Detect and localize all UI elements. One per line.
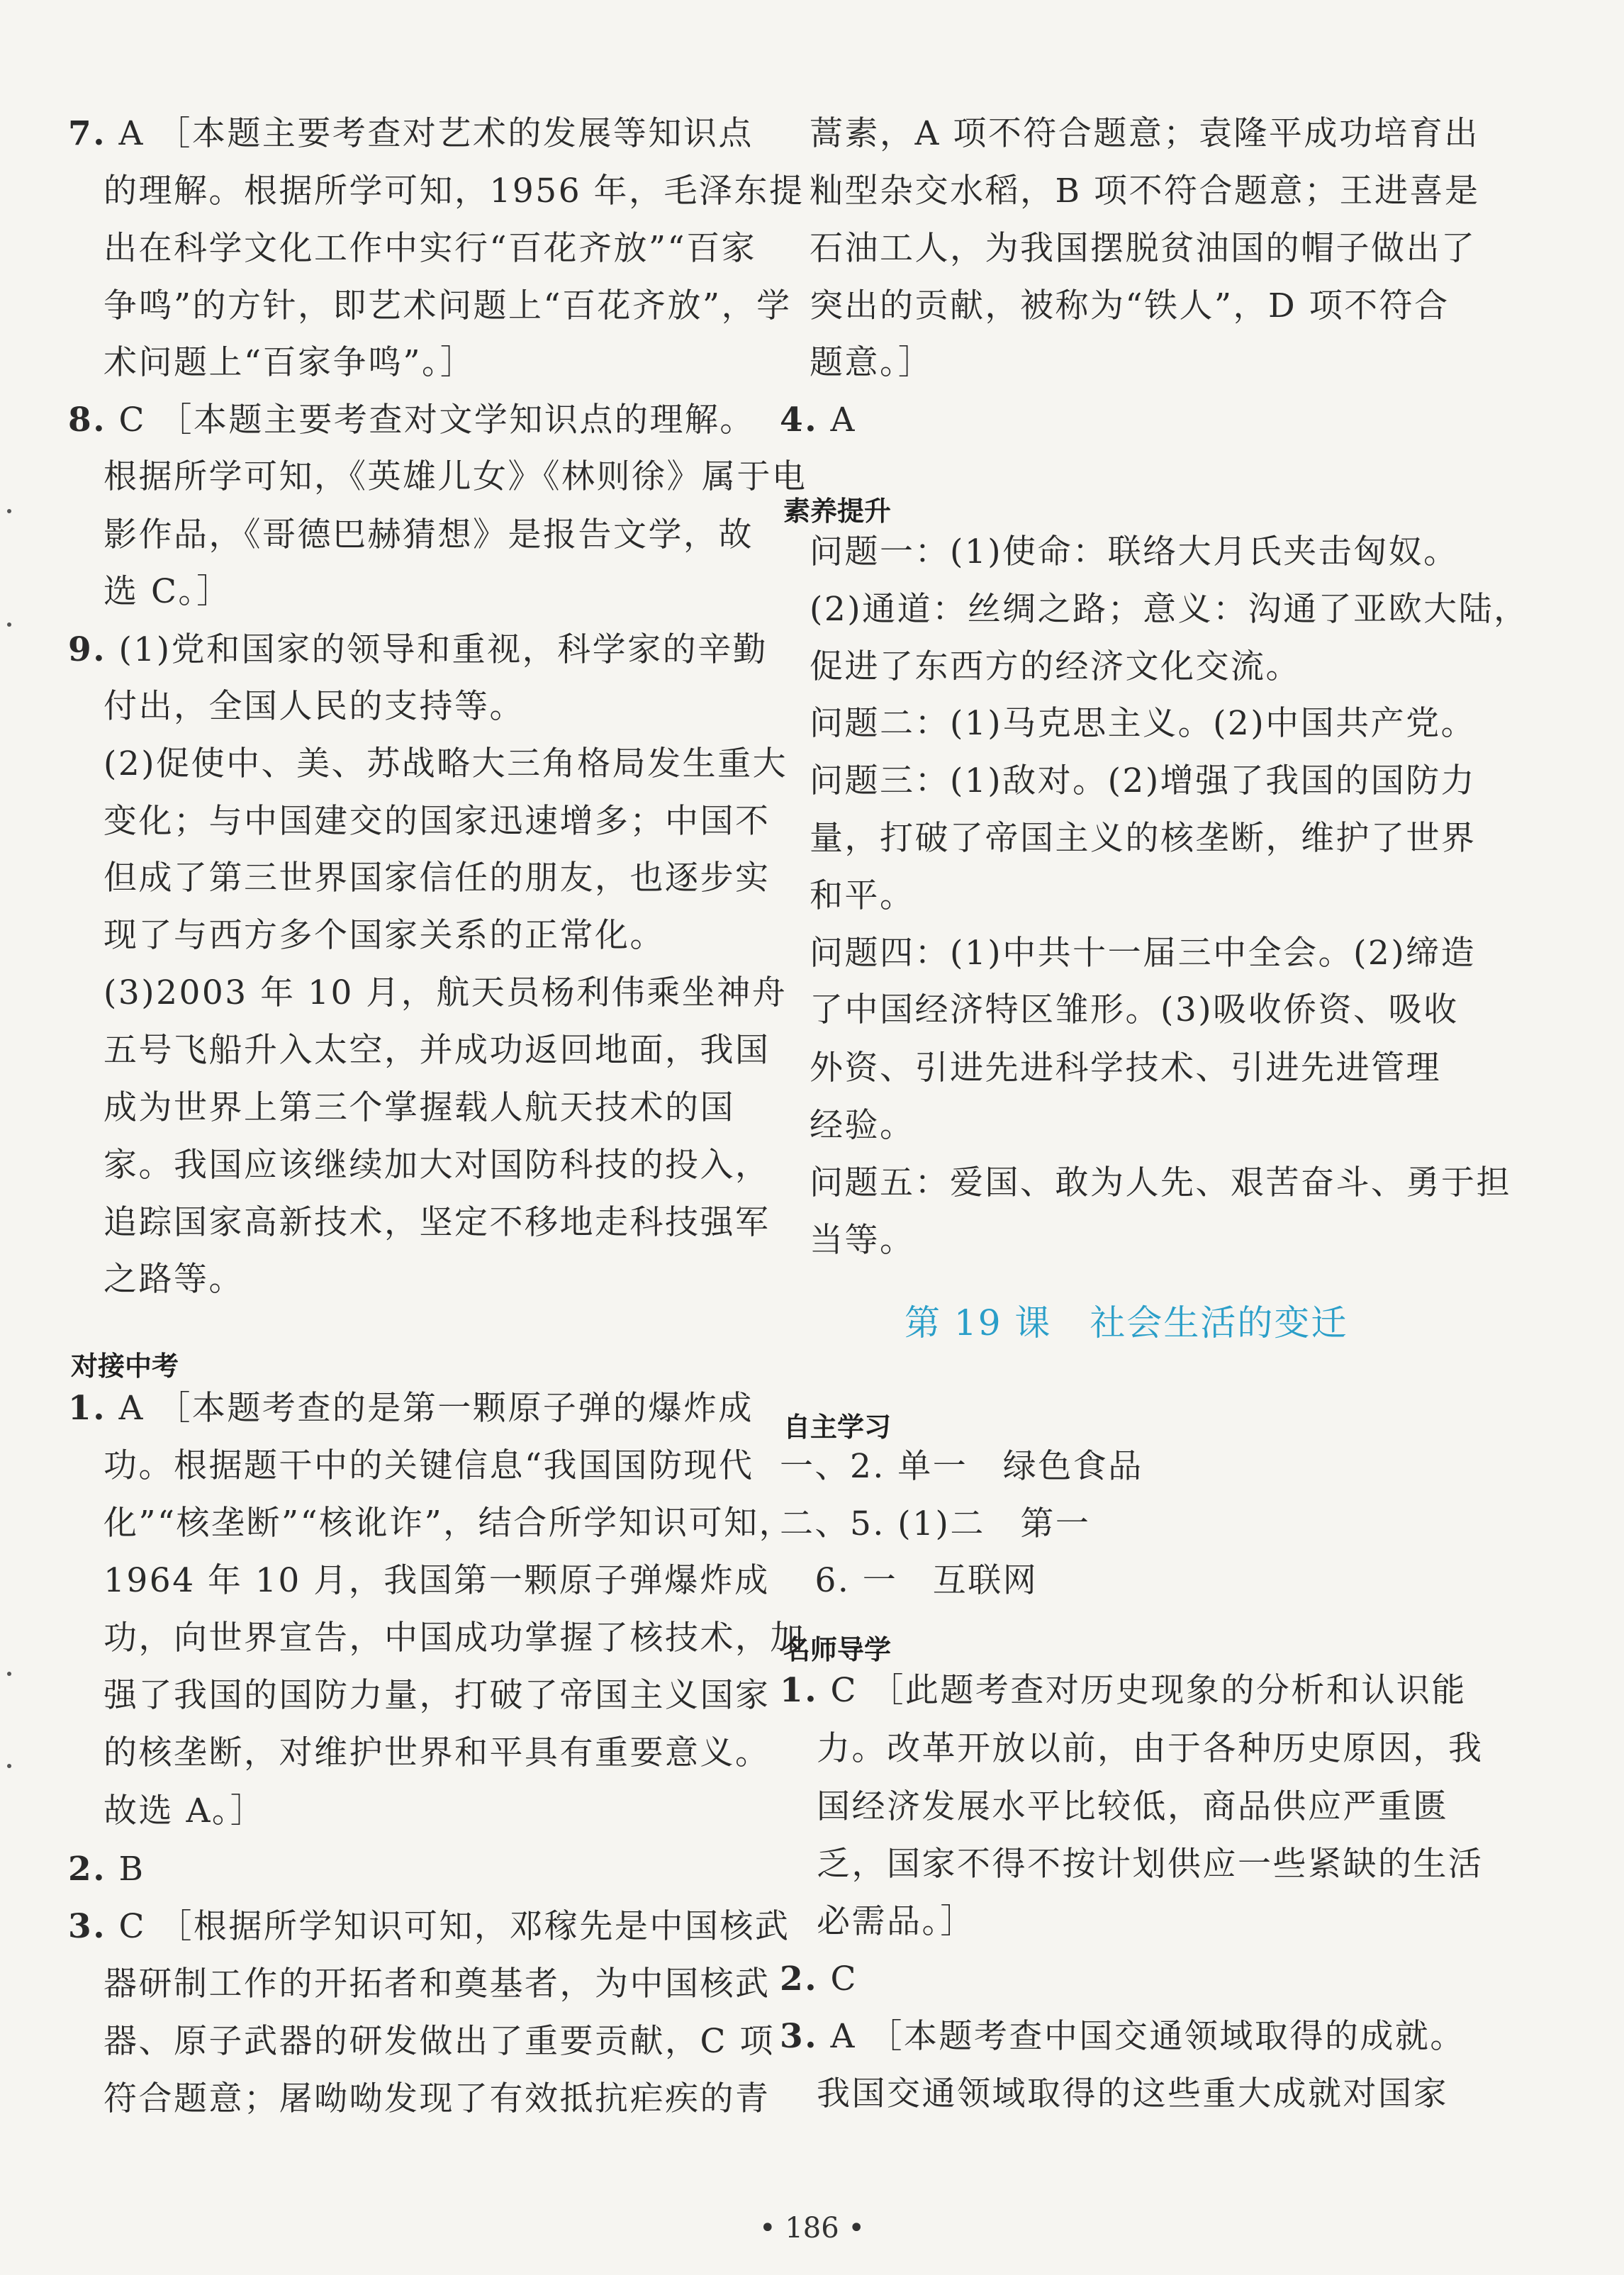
text-line bbox=[103, 973, 787, 1015]
question-number: 3. bbox=[68, 1907, 107, 1946]
line-text: C bbox=[830, 1960, 858, 1999]
text-line bbox=[810, 532, 1459, 574]
page-number: • 186 • bbox=[759, 2212, 865, 2245]
line-text: 故选 A。］ bbox=[103, 1792, 266, 1830]
line-text: 术问题上“百家争鸣”。］ bbox=[103, 343, 476, 382]
line-text: C ［根据所学知识可知，邓稼先是中国核武 bbox=[118, 1907, 790, 1946]
text-line bbox=[810, 1048, 1441, 1090]
line-text: 二、5. (1)二 第一 bbox=[780, 1504, 1091, 1543]
text-line bbox=[103, 1145, 771, 1187]
line-text: 功，向世界宣告，中国成功掌握了核技术，加 bbox=[103, 1619, 805, 1658]
text-line bbox=[780, 1504, 1090, 1546]
text-line bbox=[103, 2079, 771, 2121]
text-line bbox=[780, 400, 856, 442]
text-line bbox=[103, 1964, 771, 2006]
scan-mark bbox=[7, 509, 11, 513]
text-line bbox=[103, 1675, 771, 1718]
text-line bbox=[810, 342, 934, 385]
text-line bbox=[103, 228, 756, 271]
line-text: 功。根据题干中的关键信息“我国国防现代 bbox=[103, 1446, 754, 1485]
lesson-name: 社会生活的变迁 bbox=[1090, 1302, 1348, 1343]
text-line bbox=[810, 876, 915, 918]
text-line bbox=[103, 1618, 805, 1660]
question-number: 9. bbox=[68, 630, 107, 669]
text-line bbox=[780, 1959, 858, 2001]
question-number: 1. bbox=[68, 1389, 107, 1428]
text-line bbox=[68, 630, 768, 672]
line-text: 器研制工作的开拓者和奠基者，为中国核武 bbox=[103, 1964, 771, 2003]
line-text: 强了我国的国防力量，打破了帝国主义国家 bbox=[103, 1676, 771, 1715]
line-text: 当等。 bbox=[810, 1221, 915, 1260]
text-line bbox=[810, 1220, 915, 1263]
line-text: 问题一：(1)使命：联络大月氏夹击匈奴。 bbox=[810, 532, 1459, 571]
text-line bbox=[810, 1105, 915, 1148]
line-text: 家。我国应该继续加大对国防科技的投入， bbox=[103, 1146, 771, 1185]
line-text: A ［本题考查的是第一颗原子弹的爆炸成 bbox=[118, 1389, 754, 1428]
line-text: 成为世界上第三个掌握载人航天技术的国 bbox=[103, 1088, 735, 1127]
line-text: 1964 年 10 月，我国第一颗原子弹爆炸成 bbox=[103, 1561, 770, 1600]
text-line bbox=[68, 1906, 790, 1949]
text-line bbox=[68, 113, 754, 156]
text-line bbox=[810, 1163, 1511, 1205]
text-line bbox=[103, 1446, 754, 1488]
section-heading: 自主学习 bbox=[783, 1412, 892, 1443]
line-text: 出在科学文化工作中实行“百花齐放”“百家 bbox=[103, 229, 757, 268]
text-line bbox=[817, 1844, 1484, 1886]
question-number: 2. bbox=[68, 1850, 107, 1889]
line-text: 促进了东西方的经济文化交流。 bbox=[810, 647, 1301, 686]
line-text: (3)2003 年 10 月，航天员杨利伟乘坐神舟 bbox=[103, 973, 788, 1012]
text-line bbox=[780, 1670, 1467, 1713]
line-text: (1)党和国家的领导和重视，科学家的辛勤 bbox=[118, 630, 768, 669]
text-line bbox=[103, 171, 805, 213]
text-line bbox=[103, 1503, 794, 1545]
line-text: 经验。 bbox=[810, 1106, 915, 1145]
scan-mark bbox=[7, 1672, 11, 1676]
line-text: 追踪国家高新技术，坚定不移地走科技强军 bbox=[103, 1203, 771, 1242]
line-text: C ［本题主要考查对文学知识点的理解。 bbox=[118, 401, 755, 440]
text-line bbox=[103, 1088, 735, 1130]
text-line bbox=[103, 286, 792, 328]
line-text: 但成了第三世界国家信任的朋友，也逐步实 bbox=[103, 859, 771, 898]
section-heading: 对接中考 bbox=[71, 1351, 179, 1382]
lesson-number: 第 19 课 bbox=[905, 1302, 1052, 1343]
line-text: 问题三：(1)敌对。(2)增强了我国的国防力 bbox=[810, 761, 1477, 800]
line-text: 问题五：爱国、敢为人先、艰苦奋斗、勇于担 bbox=[810, 1163, 1511, 1202]
line-text: 力。改革开放以前，由于各种历史原因，我 bbox=[817, 1729, 1484, 1768]
line-text: 籼型杂交水稻，B 项不符合题意；王进喜是 bbox=[810, 172, 1480, 211]
line-text: C ［此题考查对历史现象的分析和认识能 bbox=[830, 1671, 1467, 1710]
scan-mark bbox=[7, 1764, 11, 1768]
line-text: 一、2. 单一 绿色食品 bbox=[780, 1447, 1143, 1486]
line-text: 蒿素，A 项不符合题意；袁隆平成功培育出 bbox=[810, 114, 1479, 153]
line-text: 之路等。 bbox=[103, 1260, 244, 1299]
text-line bbox=[817, 1901, 975, 1944]
text-line bbox=[810, 647, 1301, 689]
line-text: 6. 一 互联网 bbox=[780, 1561, 1038, 1600]
line-text: A bbox=[830, 401, 856, 440]
text-line bbox=[103, 2021, 775, 2064]
line-text: 乏，国家不得不按计划供应一些紧缺的生活 bbox=[817, 1845, 1484, 1884]
text-line bbox=[103, 686, 525, 729]
text-line bbox=[103, 858, 771, 900]
line-text: 了中国经济特区雏形。(3)吸收侨资、吸收 bbox=[810, 990, 1459, 1029]
line-text: 化”“核垄断”“核讹诈”，结合所学知识可知， bbox=[103, 1504, 795, 1543]
line-text: 的理解。根据所学可知，1956 年，毛泽东提 bbox=[103, 172, 805, 211]
text-line bbox=[810, 171, 1479, 213]
text-line bbox=[780, 1560, 1038, 1603]
text-line bbox=[810, 589, 1529, 632]
text-line bbox=[103, 571, 232, 614]
text-line bbox=[68, 1849, 145, 1891]
line-text: 付出，全国人民的支持等。 bbox=[103, 687, 525, 726]
text-line bbox=[103, 342, 476, 385]
text-line bbox=[103, 1030, 771, 1073]
scan-mark bbox=[7, 622, 11, 627]
section-heading: 素养提升 bbox=[783, 496, 892, 527]
line-text: 突出的贡献，被称为“铁人”，D 项不符合 bbox=[810, 286, 1450, 325]
line-text: 外资、引进先进科学技术、引进先进管理 bbox=[810, 1049, 1441, 1088]
line-text: (2)促使中、美、苏战略大三角格局发生重大 bbox=[103, 744, 788, 783]
line-text: 现了与西方多个国家关系的正常化。 bbox=[103, 916, 665, 955]
text-line bbox=[810, 286, 1450, 328]
section-heading: 名师导学 bbox=[783, 1634, 892, 1665]
line-text: 题意。］ bbox=[810, 343, 934, 382]
text-line bbox=[68, 1388, 754, 1431]
text-line bbox=[810, 228, 1477, 271]
line-text: 争鸣”的方针，即艺术问题上“百花齐放”，学 bbox=[103, 286, 792, 325]
text-line bbox=[103, 1791, 265, 1833]
line-text: 和平。 bbox=[810, 876, 915, 915]
text-line bbox=[810, 113, 1479, 156]
text-line bbox=[817, 2074, 1448, 2116]
text-line bbox=[780, 1446, 1143, 1489]
text-line bbox=[780, 2016, 1465, 2059]
line-text: 量，打破了帝国主义的核垄断，维护了世界 bbox=[810, 819, 1477, 858]
text-line bbox=[103, 801, 771, 844]
text-line bbox=[817, 1728, 1484, 1771]
line-text: 符合题意；屠呦呦发现了有效抵抗疟疾的青 bbox=[103, 2079, 771, 2118]
line-text: 我国交通领域取得的这些重大成就对国家 bbox=[817, 2074, 1448, 2113]
line-text: (2)通道：丝绸之路；意义：沟通了亚欧大陆， bbox=[810, 590, 1529, 629]
line-text: 必需品。］ bbox=[817, 1902, 975, 1941]
line-text: 问题四：(1)中共十一届三中全会。(2)缔造 bbox=[810, 934, 1477, 973]
lesson-title bbox=[905, 1302, 1348, 1344]
line-text: 国经济发展水平比较低，商品供应严重匮 bbox=[817, 1787, 1448, 1826]
text-line bbox=[103, 457, 807, 499]
text-line bbox=[103, 1259, 244, 1302]
line-text: 变化；与中国建交的国家迅速增多；中国不 bbox=[103, 802, 771, 841]
line-text: A ［本题主要考查对艺术的发展等知识点 bbox=[118, 114, 754, 153]
question-number: 2. bbox=[780, 1960, 819, 1999]
text-line bbox=[68, 400, 755, 442]
line-text: 器、原子武器的研发做出了重要贡献，C 项 bbox=[103, 2022, 775, 2061]
text-line bbox=[817, 1787, 1448, 1829]
text-line bbox=[103, 1560, 770, 1603]
question-number: 3. bbox=[780, 2017, 819, 2056]
line-text: A ［本题考查中国交通领域取得的成就。 bbox=[830, 2017, 1465, 2056]
question-number: 7. bbox=[68, 114, 107, 153]
text-line bbox=[103, 515, 754, 557]
line-text: B bbox=[118, 1850, 145, 1889]
text-line bbox=[810, 818, 1477, 861]
line-text: 问题二：(1)马克思主义。(2)中国共产党。 bbox=[810, 704, 1477, 743]
line-text: 根据所学可知，《英雄儿女》《林则徐》属于电 bbox=[103, 457, 807, 496]
line-text: 选 C。］ bbox=[103, 572, 232, 611]
question-number: 1. bbox=[780, 1671, 819, 1710]
text-line bbox=[810, 703, 1476, 746]
text-line bbox=[810, 990, 1459, 1032]
line-text: 影作品，《哥德巴赫猜想》是报告文学，故 bbox=[103, 515, 754, 554]
question-number: 8. bbox=[68, 401, 107, 440]
text-line bbox=[103, 915, 665, 958]
question-number: 4. bbox=[780, 401, 819, 440]
text-line bbox=[810, 761, 1476, 803]
line-text: 五号飞船升入太空，并成功返回地面，我国 bbox=[103, 1031, 771, 1070]
line-text: 的核垄断，对维护世界和平具有重要意义。 bbox=[103, 1733, 771, 1772]
text-line bbox=[103, 744, 788, 786]
text-line bbox=[103, 1202, 771, 1245]
line-text: 石油工人，为我国摆脱贫油国的帽子做出了 bbox=[810, 229, 1477, 268]
text-line bbox=[810, 933, 1476, 976]
text-line bbox=[103, 1733, 771, 1775]
